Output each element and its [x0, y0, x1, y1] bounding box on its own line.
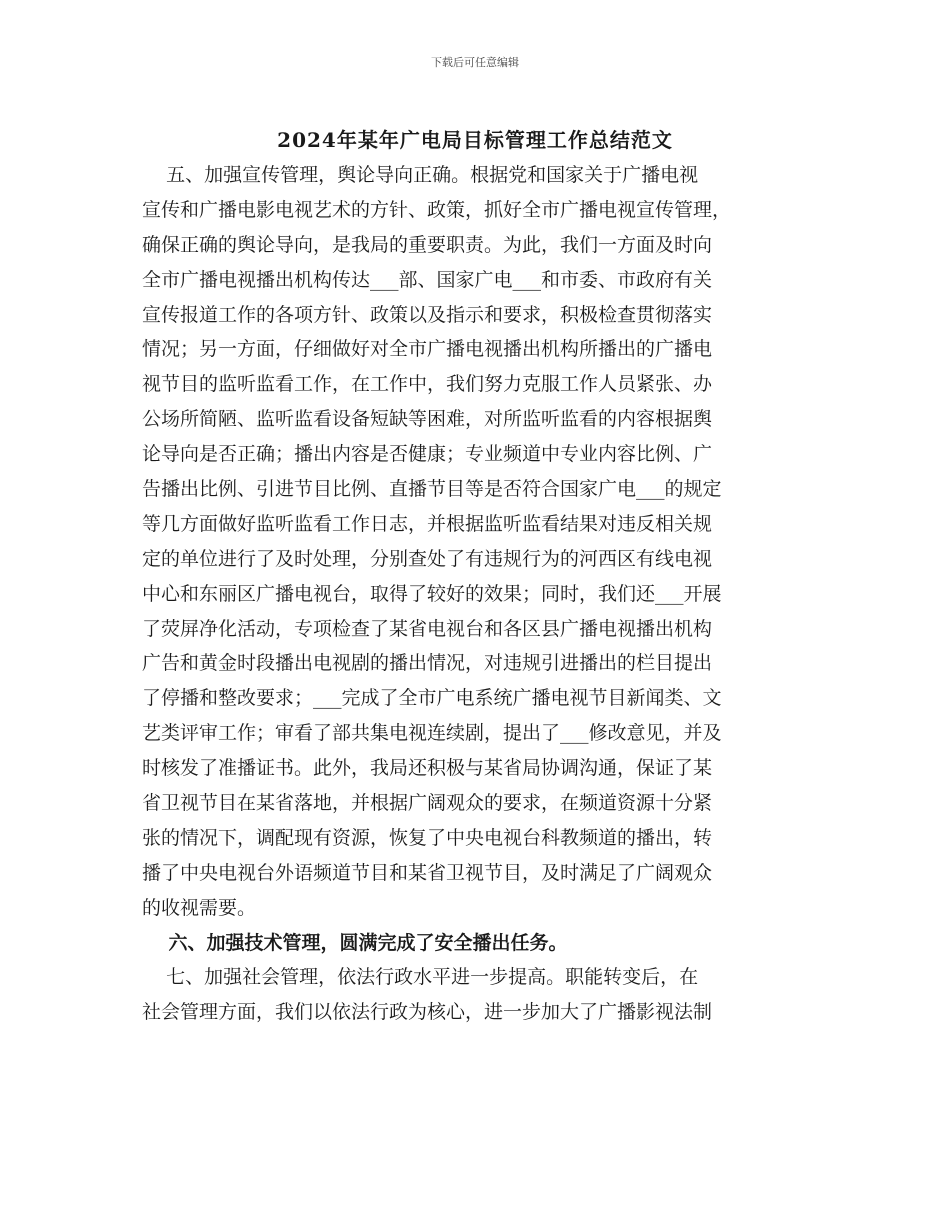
paragraph-line: 时核发了准播证书。此外，我局还积极与某省局协调沟通，保证了某 — [142, 757, 713, 780]
paragraph-line: 了荧屏净化活动，专项检查了某省电视台和各区县广播电视播出机构 — [142, 617, 713, 640]
paragraph-line: 社会管理方面，我们以依法行政为核心，进一步加大了广播影视法制 — [142, 1001, 713, 1024]
paragraph-line: 省卫视节目在某省落地，并根据广阔观众的要求，在频道资源十分紧 — [142, 792, 713, 815]
paragraph-line: 告播出比例、引进节目比例、直播节目等是否符合国家广电___的规定 — [142, 478, 722, 501]
paragraph-line: 的收视需要。 — [142, 896, 257, 919]
paragraph-line: 确保正确的舆论导向，是我局的重要职责。为此，我们一方面及时向 — [142, 233, 713, 256]
paragraph-line: 全市广播电视播出机构传达___部、国家广电___和市委、市政府有关 — [142, 268, 713, 291]
paragraph-line: 论导向是否正确；播出内容是否健康；专业频道中专业内容比例、广 — [142, 443, 713, 466]
section-heading-line: 六、加强技术管理，圆满完成了安全播出任务。 — [142, 931, 568, 954]
paragraph-line: 播了中央电视台外语频道节目和某省卫视节目，及时满足了广阔观众 — [142, 861, 713, 884]
header-note: 下载后可任意编辑 — [431, 56, 519, 69]
paragraph-line: 张的情况下，调配现有资源，恢复了中央电视台科教频道的播出，转 — [142, 826, 713, 849]
paragraph-line: 七、加强社会管理，依法行政水平进一步提高。职能转变后，在 — [142, 966, 699, 989]
paragraph-line: 五、加强宣传管理，舆论导向正确。根据党和国家关于广播电视 — [142, 164, 699, 186]
paragraph-line: 宣传和广播电影电视艺术的方针、政策，抓好全市广播电视宣传管理， — [142, 198, 732, 221]
paragraph-line: 定的单位进行了及时处理，分别查处了有违规行为的河西区有线电视 — [142, 547, 713, 570]
paragraph-line: 等几方面做好监听监看工作日志，并根据监听监看结果对违反相关规 — [142, 512, 713, 535]
paragraph-line: 视节目的监听监看工作，在工作中，我们努力克服工作人员紧张、办 — [142, 373, 713, 396]
paragraph-line: 公场所简陋、监听监看设备短缺等困难，对所监听监看的内容根据舆 — [142, 408, 713, 431]
paragraph-line: 中心和东丽区广播电视台，取得了较好的效果；同时，我们还___开展 — [142, 582, 722, 605]
paragraph-line: 广告和黄金时段播出电视剧的播出情况，对违规引进播出的栏目提出 — [142, 652, 713, 675]
paragraph-line: 情况；另一方面，仔细做好对全市广播电视播出机构所播出的广播电 — [142, 338, 713, 361]
paragraph-line: 宣传报道工作的各项方针、政策以及指示和要求，积极检查贯彻落实 — [142, 303, 713, 326]
paragraph-line: 艺类评审工作；审看了部共集电视连续剧，提出了___修改意见，并及 — [142, 722, 722, 745]
document-body — [142, 158, 810, 1030]
document-title: 2024年某年广电局目标管理工作总结范文 — [277, 128, 673, 152]
paragraph-line: 了停播和整改要求；___完成了全市广电系统广播电视节目新闻类、文 — [142, 687, 722, 710]
